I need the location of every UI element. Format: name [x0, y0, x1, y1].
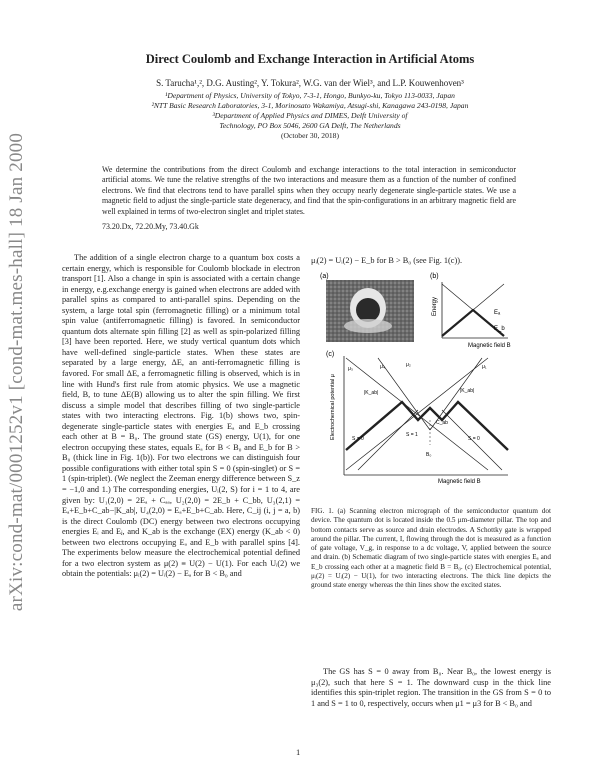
mu2-label: μ₂	[406, 362, 411, 368]
affiliation-3: ³Department of Applied Physics and DIMES, Delft University of	[212, 111, 408, 120]
figure-1	[318, 270, 548, 500]
author-list: S. Tarucha¹,², D.G. Austing², Y. Tokura², W.G. van der Wiel³, and L.P. Kouwenhoven³	[156, 78, 464, 88]
abstract: We determine the contributions from the direct Coulomb and exchange interactions to the total interaction in semiconductor artificial atoms. We tune the relative strengths of the two interactions and measure them as a function of the number of confined electrons. We find that electrons tend to have parallel spins when they occupy nearly degenerate single-particle states. We use a magnetic field to adjust the single-particle state degeneracy, and find that the spin-configurations in an arbitrary magnetic field are well explained in terms of two-electron singlet and triplet states.	[102, 165, 516, 216]
b-axis-label-c: Magnetic field B	[438, 479, 481, 485]
right-column-top: μᵢ(2) = Uᵢ(2) − E_b for B > B₀ (see Fig. 1(c)).	[311, 256, 463, 265]
eb-label: E_b	[494, 326, 505, 332]
kab-label-right: |K_ab|	[460, 388, 475, 394]
date: (October 30, 2018)	[281, 131, 339, 140]
panel-a-label: (a)	[320, 273, 329, 280]
potential-axis-label: Electrochemical potential μ	[330, 374, 336, 440]
paper-title: Direct Coulomb and Exchange Interaction in Artificial Atoms	[145, 52, 475, 66]
ea-label: Eₐ	[494, 310, 501, 316]
affiliation-2: ²NTT Basic Research Laboratories, 3-1, Morinosato Wakamiya, Atsugi-shi, Kanagawa 243-0198, Japan	[151, 101, 469, 110]
affiliation-3-cont: Technology, PO Box 5046, 2600 GA Delft, The Netherlands	[219, 121, 401, 130]
sem-micrograph	[326, 280, 414, 342]
panel-b-label: (b)	[430, 273, 439, 280]
cab-label: C_ab	[436, 420, 448, 426]
mu1-label: μ₁	[482, 364, 487, 370]
figure-caption: FIG. 1. (a) Scanning electron micrograph of the semiconductor quantum dot device. The quantum dot is located inside the 0.5 μm-diameter pillar. The top and bottom contacts serve as source and drain electrodes. A Schottky gate is wrapped around the pillar. The current, I, flowing through the dot is measured as a function of gate voltage, V_g, in response to a dc voltage, V, applied between the source and drain. (b) Schematic diagram of two single-particle states with energies Eₐ and E_b crossing each other at a magnetic field B = B₀. (c) Electrochemical potential, μᵢ(2) = Uᵢ(2) − U(1), for two interacting electrons. The thick line depicts the ground state energy whereas the thin lines show the excited states.	[311, 507, 551, 590]
s0-left-label: S = 0	[352, 436, 364, 442]
right-column-body	[311, 667, 551, 709]
s1-label: S = 1	[406, 432, 418, 438]
s0-right-label: S = 0	[468, 436, 480, 442]
body-paragraph: The addition of a single electron charge to a quantum box costs a certain energy, which is responsible for Coulomb blockade in electron transport [1]. Also a change in spin is associated with a certain change in energy, e.g.exchange energy is gained when electrons are added with parallel spins as compared to anti-parallel spins. Depending on the system, a large total spin (ferromagnetic filling) or a minimum total spin value (antiferromagnetic filling) is favored. In semiconductor quantum dots alternate spin filling [2] as well as spin-polarized filling [3] have been reported. Here, we study vertical quantum dots which have well-defined single-particle states. When these states are separated by a large energy, ΔE, an anti-ferromagnetic filling is favored. For small ΔE, a ferromagnetic filling is observed, which is in line with Hund's first rule from atomic physics. We use a magnetic field, B, to tune ΔE(B) allowing us to alter the spin filling. We first discuss a simple model that describes filling of two single-particle states with two interacting electrons. Fig. 1(b) shows two, spin-degenerate single-particle states with energies Eₐ and E_b crossing each other at B = B₀. The ground state (GS) energy, U(1), for one electron occupying these states, equals Eₐ for B < B₀ and E_b for B > B₀ (thick line in Fig. 1(b)). For two electrons we can distinguish four possible configurations with either total spin S = 0 (spin-singlet) or S = 1 (spin-triplet). (We neglect the Zeeman energy difference between S_z = −1,0 and 1.) The corresponding energies, Uᵢ(2, S) for i = 1 to 4, are given by: U₁(2,0) = 2Eₐ + Cₐₐ, U₂(2,0) = 2E_b + C_bb, U₃(2,1) = Eₐ+E_b+C_ab−|K_ab|, U₄(2,0) = Eₐ+E_b+C_ab. Here, C_ij (i, j = a, b) is the direct Coulomb (DC) energy between two electrons occupying energies Eᵢ and Eⱼ, and K_ab is the exchange (EX) energy (K_ab < 0) between two electrons occupying Eₐ and E_b with parallel spins [4]. The experiments below measure the electrochemical potential defined for a two electron system as μ(2) ≡ U(2) − U(1). For each Uᵢ(2) we obtain the potentials: μᵢ(2) = Uᵢ(2) − Eₐ for B < B₀ and	[62, 253, 300, 579]
mu3-label: μ₃	[348, 366, 353, 372]
b-axis-label-b: Magnetic field B	[468, 343, 511, 349]
body-paragraph-right: The GS has S = 0 away from B₀. Near B₀, the lowest energy is μ₃(2), such that here S = 1. The downward cusp in the thick line identifies this spin-triplet region. The transition in the GS from S = 0 to 1 and S = 1 to 0, respectively, occurs when μ1 = μ3 for B < B₀ and	[311, 667, 551, 708]
b0-label: B₀	[426, 452, 432, 458]
left-column	[62, 253, 300, 580]
mu4-label: μ₄	[380, 364, 385, 370]
panel-c-label: (c)	[326, 351, 335, 358]
energy-axis-label: Energy	[432, 296, 438, 316]
arxiv-identifier: arXiv:cond-mat/0001252v1 [cond-mat.mes-hall] 18 Jan 2000	[6, 132, 27, 612]
affiliation-1: ¹Department of Physics, University of Tokyo, 7-3-1, Hongo, Bunkyo-ku, Tokyo 113-0033, Japan	[165, 91, 455, 100]
page-number: 1	[296, 747, 301, 757]
kab-label-left: |K_ab|	[364, 390, 379, 396]
pacs-codes: 73.20.Dx, 72.20.My, 73.40.Gk	[102, 222, 199, 231]
